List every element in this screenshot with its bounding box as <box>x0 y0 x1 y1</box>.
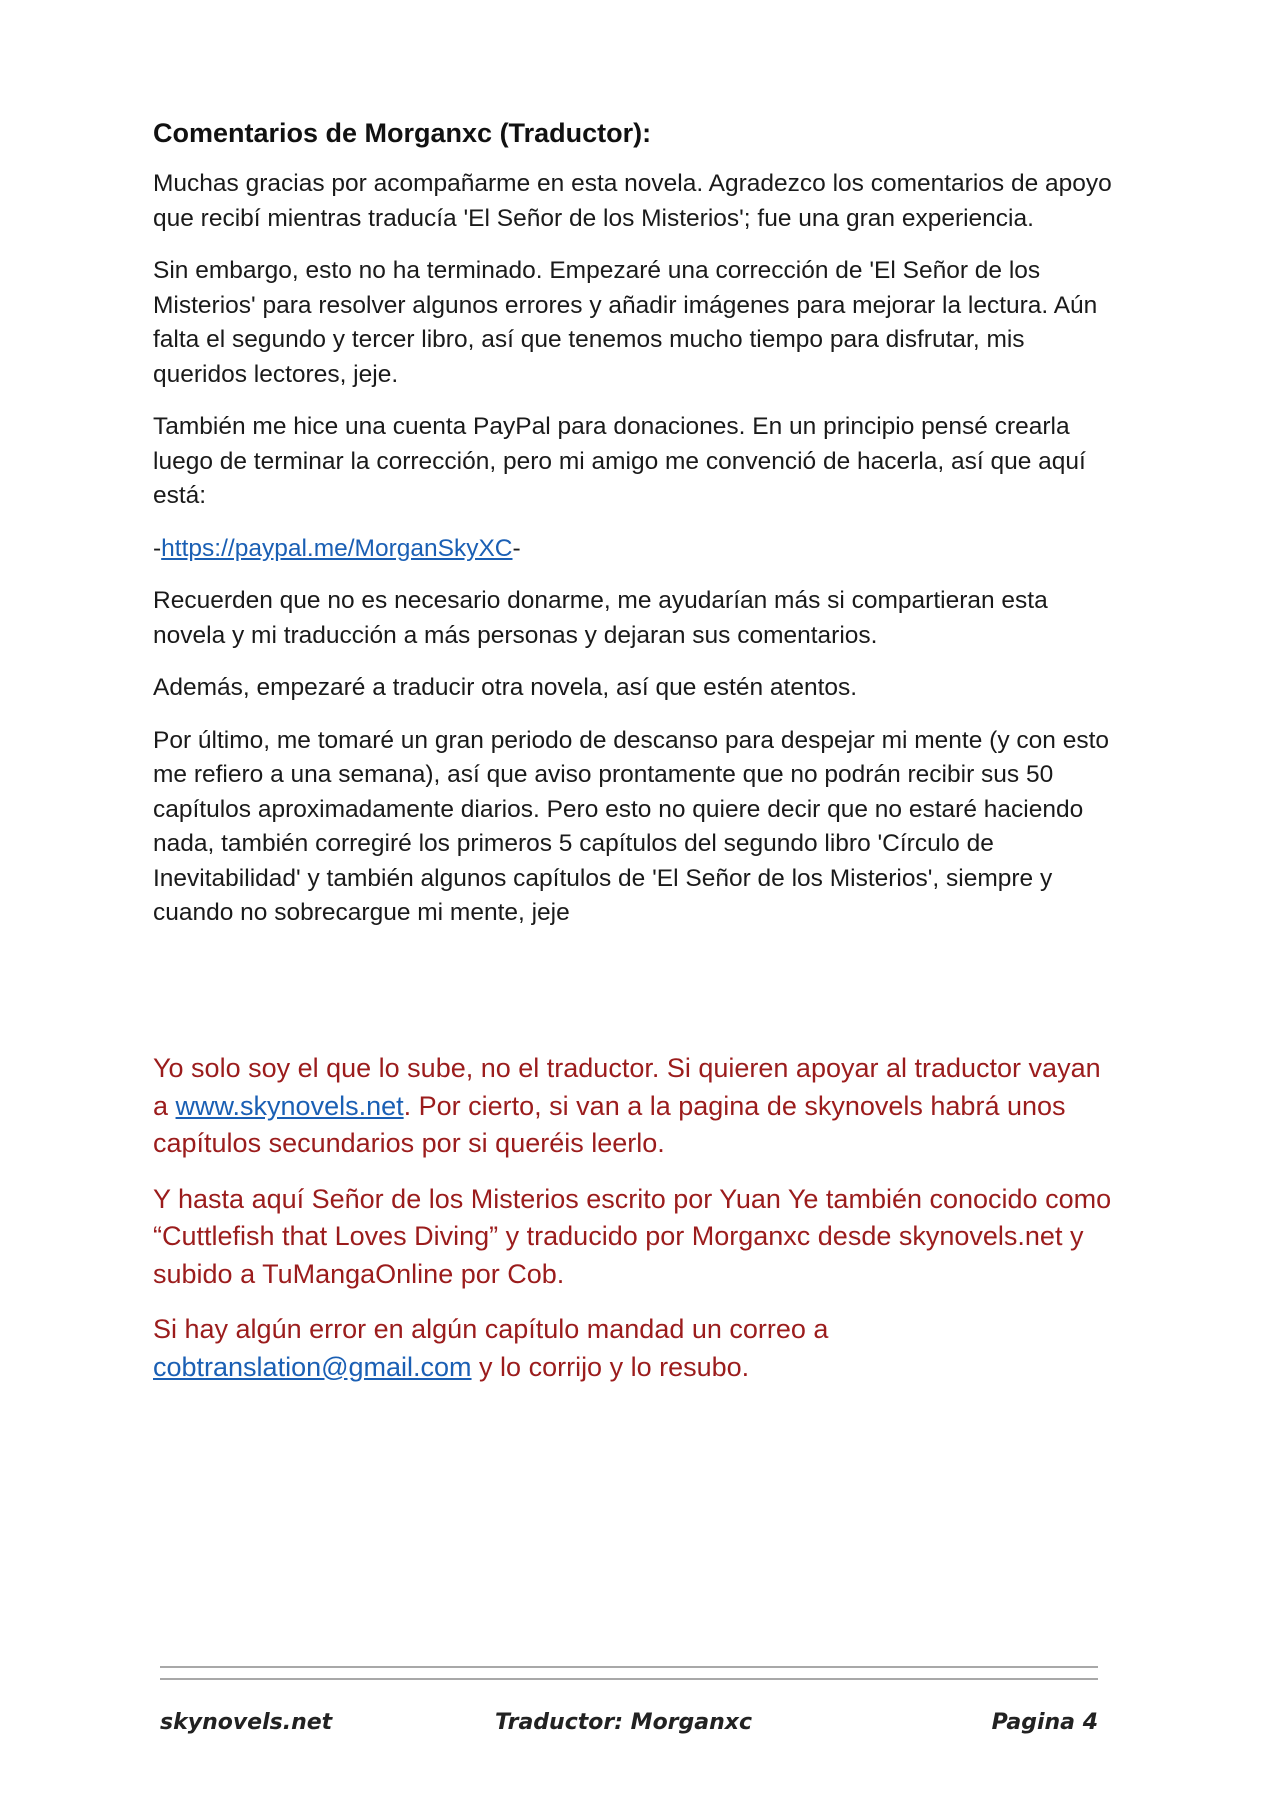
paypal-link[interactable]: https://paypal.me/MorganSkyXC <box>161 534 513 562</box>
uploader-note <box>153 1050 1113 1163</box>
paragraph-paypal: También me hice una cuenta PayPal para donaciones. En un principio pensé crearla luego de terminar la corrección, pero mi amigo me convenció de hacerla, así que aquí está: <box>153 413 1086 509</box>
uploader-note-text-end: . Por cierto, si van a la pagina de skynovels habrá unos capítulos secundarios por si queréis leerlo. <box>153 1090 1066 1158</box>
error-report-text-end: y lo corrijo y lo resubo. <box>471 1351 750 1382</box>
paragraph-new-novel: Además, empezaré a traducir otra novela, así que estén atentos. <box>153 674 858 701</box>
footer-translator: Traductor: Morganxc <box>495 1710 753 1735</box>
paragraph-paypal-link <box>153 532 1113 567</box>
translator-comments-section <box>153 118 1113 949</box>
skynovels-link[interactable]: www.skynovels.net <box>175 1090 404 1121</box>
uploader-note-text: Yo solo soy el que lo sube, no el traductor. Si quieren apoyar al traductor vayan a <box>153 1053 1101 1121</box>
paragraph-correction: Sin embargo, esto no ha terminado. Empezaré una corrección de 'El Señor de los Misterios' para resolver algunos errores y añadir imágenes para mejorar la lectura. Aún falta el segundo y tercer libro, así que tenemos mucho tiempo para disfrutar, mis queridos lectores, jeje. <box>153 257 1098 388</box>
uploader-notes-section <box>153 1050 1113 1404</box>
divider-line <box>160 1666 1098 1668</box>
link-suffix: - <box>512 534 521 562</box>
footer-divider <box>160 1666 1098 1690</box>
link-prefix: - <box>153 534 162 562</box>
page-footer <box>160 1710 1098 1746</box>
credits-note: Y hasta aquí Señor de los Misterios escrito por Yuan Ye también conocido como “Cuttlefish that Loves Diving” y traducido por Morganxc desde skynovels.net y subido a TuMangaOnline por Cob. <box>153 1183 1112 1289</box>
divider-line <box>160 1678 1098 1680</box>
email-link[interactable]: cobtranslation@gmail.com <box>153 1351 472 1382</box>
footer-page-number: Pagina 4 <box>991 1710 1098 1735</box>
error-report-note <box>153 1311 1113 1386</box>
error-report-text: Si hay algún error en algún capítulo mandad un correo a <box>153 1314 829 1344</box>
footer-site: skynovels.net <box>160 1710 333 1735</box>
section-title: Comentarios de Morganxc (Traductor): <box>153 118 652 148</box>
paragraph-share: Recuerden que no es necesario donarme, me ayudarían más si compartieran esta novela y mi traducción a más personas y dejaran sus comentarios. <box>153 587 1048 649</box>
paragraph-rest: Por último, me tomaré un gran periodo de descanso para despejar mi mente (y con esto me refiero a una semana), así que aviso prontamente que no podrán recibir sus 50 capítulos aproximadamente diarios. Pero esto no quiere decir que no estaré haciendo nada, también corregiré los primeros 5 capítulos del segundo libro 'Círculo de Inevitabilidad' y también algunos capítulos de 'El Señor de los Misterios', siempre y cuando no sobrecargue mi mente, jeje <box>153 726 1110 926</box>
paragraph-thanks: Muchas gracias por acompañarme en esta novela. Agradezco los comentarios de apoyo que recibí mientras traducía 'El Señor de los Misterios'; fue una gran experiencia. <box>153 170 1112 232</box>
